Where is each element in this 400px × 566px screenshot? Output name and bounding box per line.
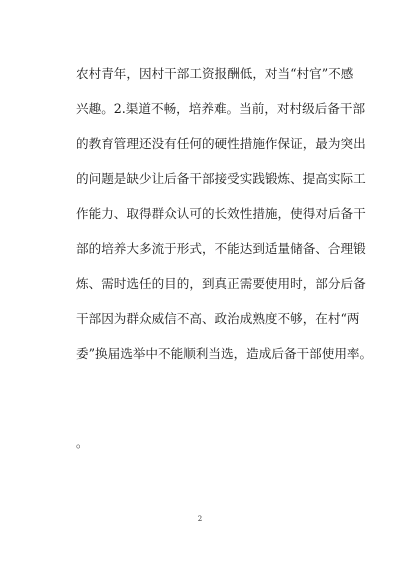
- text-line-7: 炼、需时选任的目的，到真正需要使用时，部分后备: [76, 276, 366, 291]
- page-number: 2: [197, 515, 203, 523]
- trailing-punctuation: 。: [76, 436, 89, 450]
- text-line-9: 委”换届选举中不能顺利当选，造成后备干部使用率。: [76, 346, 373, 361]
- text-line-1: 农村青年，因村干部工资报酬低，对当“村官”不感: [76, 66, 354, 81]
- text-line-8: 干部因为群众威信不高、政治成熟度不够，在村“两: [76, 311, 360, 326]
- text-line-6: 部的培养大多流于形式，不能达到适量储备、合理锻: [76, 241, 366, 256]
- body-paragraph: [76, 56, 373, 371]
- text-line-3: 的教育管理还没有任何的硬性措施作保证，最为突出: [76, 136, 366, 151]
- text-line-4: 的问题是缺少让后备干部接受实践锻炼、提高实际工: [76, 171, 366, 186]
- text-line-2: 兴趣。2.渠道不畅，培养难。当前，对村级后备干部: [76, 101, 366, 116]
- text-line-5: 作能力、取得群众认可的长效性措施，使得对后备干: [76, 206, 366, 221]
